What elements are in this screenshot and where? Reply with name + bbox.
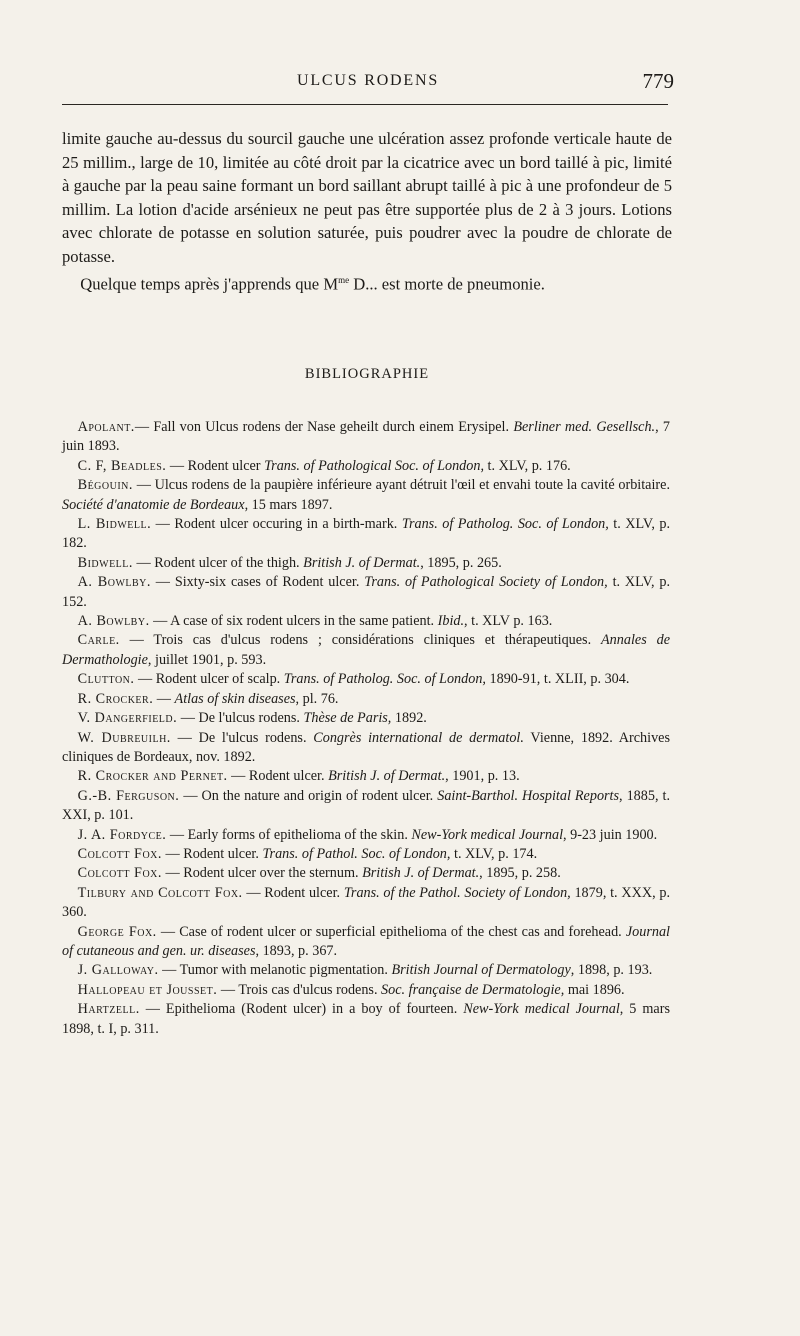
entry-tail: , 1901, p. 13. — [445, 768, 520, 785]
entry-tail: , 9-23 juin 1900. — [563, 826, 658, 843]
entry-source: Trans. of Patholog. Soc. of London, — [283, 671, 486, 688]
entry-author: G.-B. Ferguson. — [77, 787, 180, 804]
entry-source: British J. of Dermat. — [362, 865, 480, 882]
entry-source: Société d'anatomie de Bordeaux — [62, 496, 245, 513]
entry-author: W. Dubreuilh. — [77, 729, 171, 746]
entry-source: Atlas of skin diseases — [174, 690, 296, 707]
entry-tail: , t. XLV p. 163. — [464, 613, 553, 630]
bibliography-entry — [62, 729, 670, 768]
bibliography-entry — [62, 670, 670, 689]
entry-tail: , 1895, p. 265. — [420, 554, 502, 571]
entry-tail: , 1895, p. 258. — [479, 865, 561, 882]
entry-tail: , 1893, p. 367. — [255, 942, 338, 959]
entry-source: Congrès international de dermatol. — [313, 729, 524, 746]
entry-text: — — [153, 690, 175, 707]
entry-tail: t. XLV, p. 176. — [484, 457, 571, 474]
entry-tail: , pl. 76. — [295, 690, 339, 707]
bibliography-entry — [62, 845, 670, 864]
entry-source: Trans. of the Pathol. Society of London, — [343, 884, 571, 901]
entry-text: — Rodent ulcer. — [227, 768, 329, 785]
paragraph-2-end: D... est morte de pneumonie. — [349, 274, 545, 294]
entry-tail: , 7 juin 1893. — [62, 419, 671, 455]
entry-author: Hartzell. — [77, 1001, 140, 1018]
entry-author: Colcott Fox. — [77, 865, 162, 882]
paragraph-1: limite gauche au-dessus du sourcil gauche une ulcération assez profonde verticale haute de 25 millim., large de 10, limitée au côté droit par la cicatrice avec un bord taillé à pic, limité à gauche par la peau saine formant un bord saillant abrupt taillé à pic à une profondeur de 5 millim. La lotion d'acide arsénieux ne peut pas être supportée plus de 2 à 3 jours. Lotions avec chlorate de potasse en solution saturée, puis poudrer avec la poudre de chlorate de potasse. — [62, 129, 672, 266]
section-title: BIBLIOGRAPHIE — [304, 366, 430, 382]
bibliography-entry — [62, 631, 670, 670]
entry-author: R. Crocker and Pernet. — [77, 768, 228, 785]
entry-tail: 1890-91, t. XLII, p. 304. — [485, 671, 630, 688]
entry-source: Trans. of Patholog. Soc. of London, — [401, 516, 609, 533]
entry-tail: 1879, t. XXX, p. 360. — [62, 884, 670, 921]
entry-text: — Rodent ulcer over the sternum. — [161, 865, 363, 882]
entry-text: — Rodent ulcer of the thigh. — [132, 554, 304, 571]
entry-text: — Trois cas d'ulcus rodens. — [217, 981, 382, 998]
entry-author: J. A. Fordyce. — [77, 826, 167, 843]
entry-text: — Trois cas d'ulcus rodens ; considérations cliniques et thérapeutiques. — [119, 632, 602, 649]
entry-text: — Epithelioma (Rodent ulcer) in a boy of fourteen. — [139, 1001, 464, 1018]
running-head — [62, 69, 674, 102]
entry-text: — Rodent ulcer occuring in a birth-mark. — [151, 516, 402, 533]
entry-tail: , 5 mars 1898, t. I, p. 311. — [62, 1001, 670, 1037]
bibliography-entry — [62, 612, 670, 631]
bibliography-entry — [62, 884, 670, 923]
bibliography-entry — [62, 767, 670, 786]
entry-author: L. Bidwell. — [77, 516, 152, 533]
entry-source: Thèse de Paris, — [303, 710, 392, 727]
entry-tail: t. XLV, p. 182. — [62, 516, 671, 552]
entry-source: British J. of Dermat. — [328, 768, 446, 785]
entry-tail: , 1885, t. XXI, p. 101. — [62, 787, 670, 824]
entry-text: — Rodent ulcer. — [242, 884, 344, 901]
entry-source: British Journal of Dermatology — [391, 962, 571, 979]
entry-tail: mai 1896. — [564, 981, 625, 998]
bibliography-entry — [62, 457, 670, 476]
header-rule — [62, 104, 668, 105]
entry-author: V. Dangerfield. — [77, 710, 178, 727]
entry-author: J. Galloway. — [77, 962, 159, 979]
entry-author: Colcott Fox. — [77, 845, 162, 862]
entry-source: Berliner med. Gesellsch. — [513, 419, 656, 435]
entry-source: Saint-Barthol. Hospital Reports — [437, 787, 620, 804]
entry-text: — Fall von Ulcus rodens der Nase geheilt durch einem Erysipel. — [134, 419, 514, 435]
bibliography-entry — [62, 864, 670, 883]
entry-source: New-York medical Journal — [463, 1001, 620, 1018]
entry-text: — Early forms of epithelioma of the skin. — [166, 826, 412, 843]
entry-source: Soc. française de Dermatologie, — [381, 981, 565, 998]
entry-tail: , 15 mars 1897. — [244, 496, 333, 513]
entry-source: Trans. of Pathological Soc. of London, — [264, 457, 484, 474]
bibliography-entry — [62, 1000, 670, 1039]
entry-tail: t. XLV, p. 174. — [450, 845, 538, 862]
entry-source: New-York medical Journal — [411, 826, 564, 843]
bibliography-entry — [62, 787, 670, 826]
entry-text: — Tumor with melanotic pigmentation. — [158, 962, 392, 979]
bibliography-entry — [62, 690, 670, 709]
entry-text: — On the nature and origin of rodent ulcer. — [179, 787, 438, 804]
entry-text: — Case of rodent ulcer or superficial epithelioma of the chest cas and forehead. — [156, 923, 626, 940]
bibliography-entry — [62, 826, 670, 845]
entry-text: — Rodent ulcer of scalp. — [134, 671, 284, 688]
entry-author: C. F, Beadles. — [77, 457, 167, 474]
bibliography-entry — [62, 961, 670, 980]
bibliography-entry — [62, 981, 670, 1000]
bibliography-entry — [62, 515, 670, 554]
paragraph-2-superscript: me — [338, 274, 350, 285]
entry-author: Clutton. — [77, 671, 135, 688]
entry-text: — Ulcus rodens de la paupière inférieure ayant détruit l'œil et envahi toute la cavité orbitaire. — [132, 477, 670, 494]
entry-text: — Sixty-six cases of Rodent ulcer. — [150, 574, 365, 591]
entry-source: British J. of Dermat. — [303, 554, 421, 571]
entry-source: Ibid. — [437, 613, 465, 630]
page-number: 779 — [642, 69, 674, 93]
entry-tail: , 1898, p. 193. — [570, 962, 653, 979]
entry-source: Annales de Dermathologie — [62, 632, 670, 668]
entry-author: A. Bowlby. — [77, 574, 151, 591]
entry-text: — A case of six rodent ulcers in the same patient. — [149, 613, 438, 630]
entry-tail: 1892. — [391, 710, 427, 727]
paragraph-2 — [62, 269, 672, 296]
bibliography-list — [62, 418, 670, 1039]
entry-tail: Vienne, 1892. Archives cliniques de Bordeaux, nov. 1892. — [62, 729, 670, 765]
entry-author: George Fox. — [77, 923, 157, 940]
bibliography-entry — [62, 554, 670, 573]
body-text — [62, 127, 672, 296]
entry-text: — Rodent ulcer — [166, 457, 265, 474]
entry-source: Trans. of Pathological Society of London, — [364, 574, 608, 591]
entry-author: Apolant. — [77, 419, 135, 435]
entry-tail: t. XLV, p. 152. — [62, 574, 670, 610]
paragraph-2-start: Quelque temps après j'apprends que M — [80, 274, 339, 294]
entry-text: — Rodent ulcer. — [161, 845, 263, 862]
entry-text: — De l'ulcus rodens. — [177, 710, 304, 727]
entry-author: A. Bowlby. — [77, 613, 150, 630]
entry-author: Bidwell. — [77, 554, 133, 571]
entry-author: Carle. — [77, 632, 120, 649]
entry-author: Bégouin. — [77, 477, 133, 494]
bibliography-entry — [62, 709, 670, 728]
entry-author: Tilbury and Colcott Fox. — [77, 884, 243, 901]
entry-source: Trans. of Pathol. Soc. of London, — [262, 845, 451, 862]
entry-author: R. Crocker. — [77, 690, 154, 707]
bibliography-entry — [62, 923, 670, 962]
entry-text: — De l'ulcus rodens. — [170, 729, 314, 746]
bibliography-entry — [62, 476, 670, 515]
running-title: ULCUS RODENS — [296, 72, 440, 89]
entry-author: Hallopeau et Jousset. — [77, 981, 218, 998]
bibliography-entry — [62, 418, 670, 457]
bibliography-entry — [62, 573, 670, 612]
entry-tail: , juillet 1901, p. 593. — [147, 651, 267, 668]
entry-source: Journal of cutaneous and gen. ur. diseases — [62, 923, 670, 959]
